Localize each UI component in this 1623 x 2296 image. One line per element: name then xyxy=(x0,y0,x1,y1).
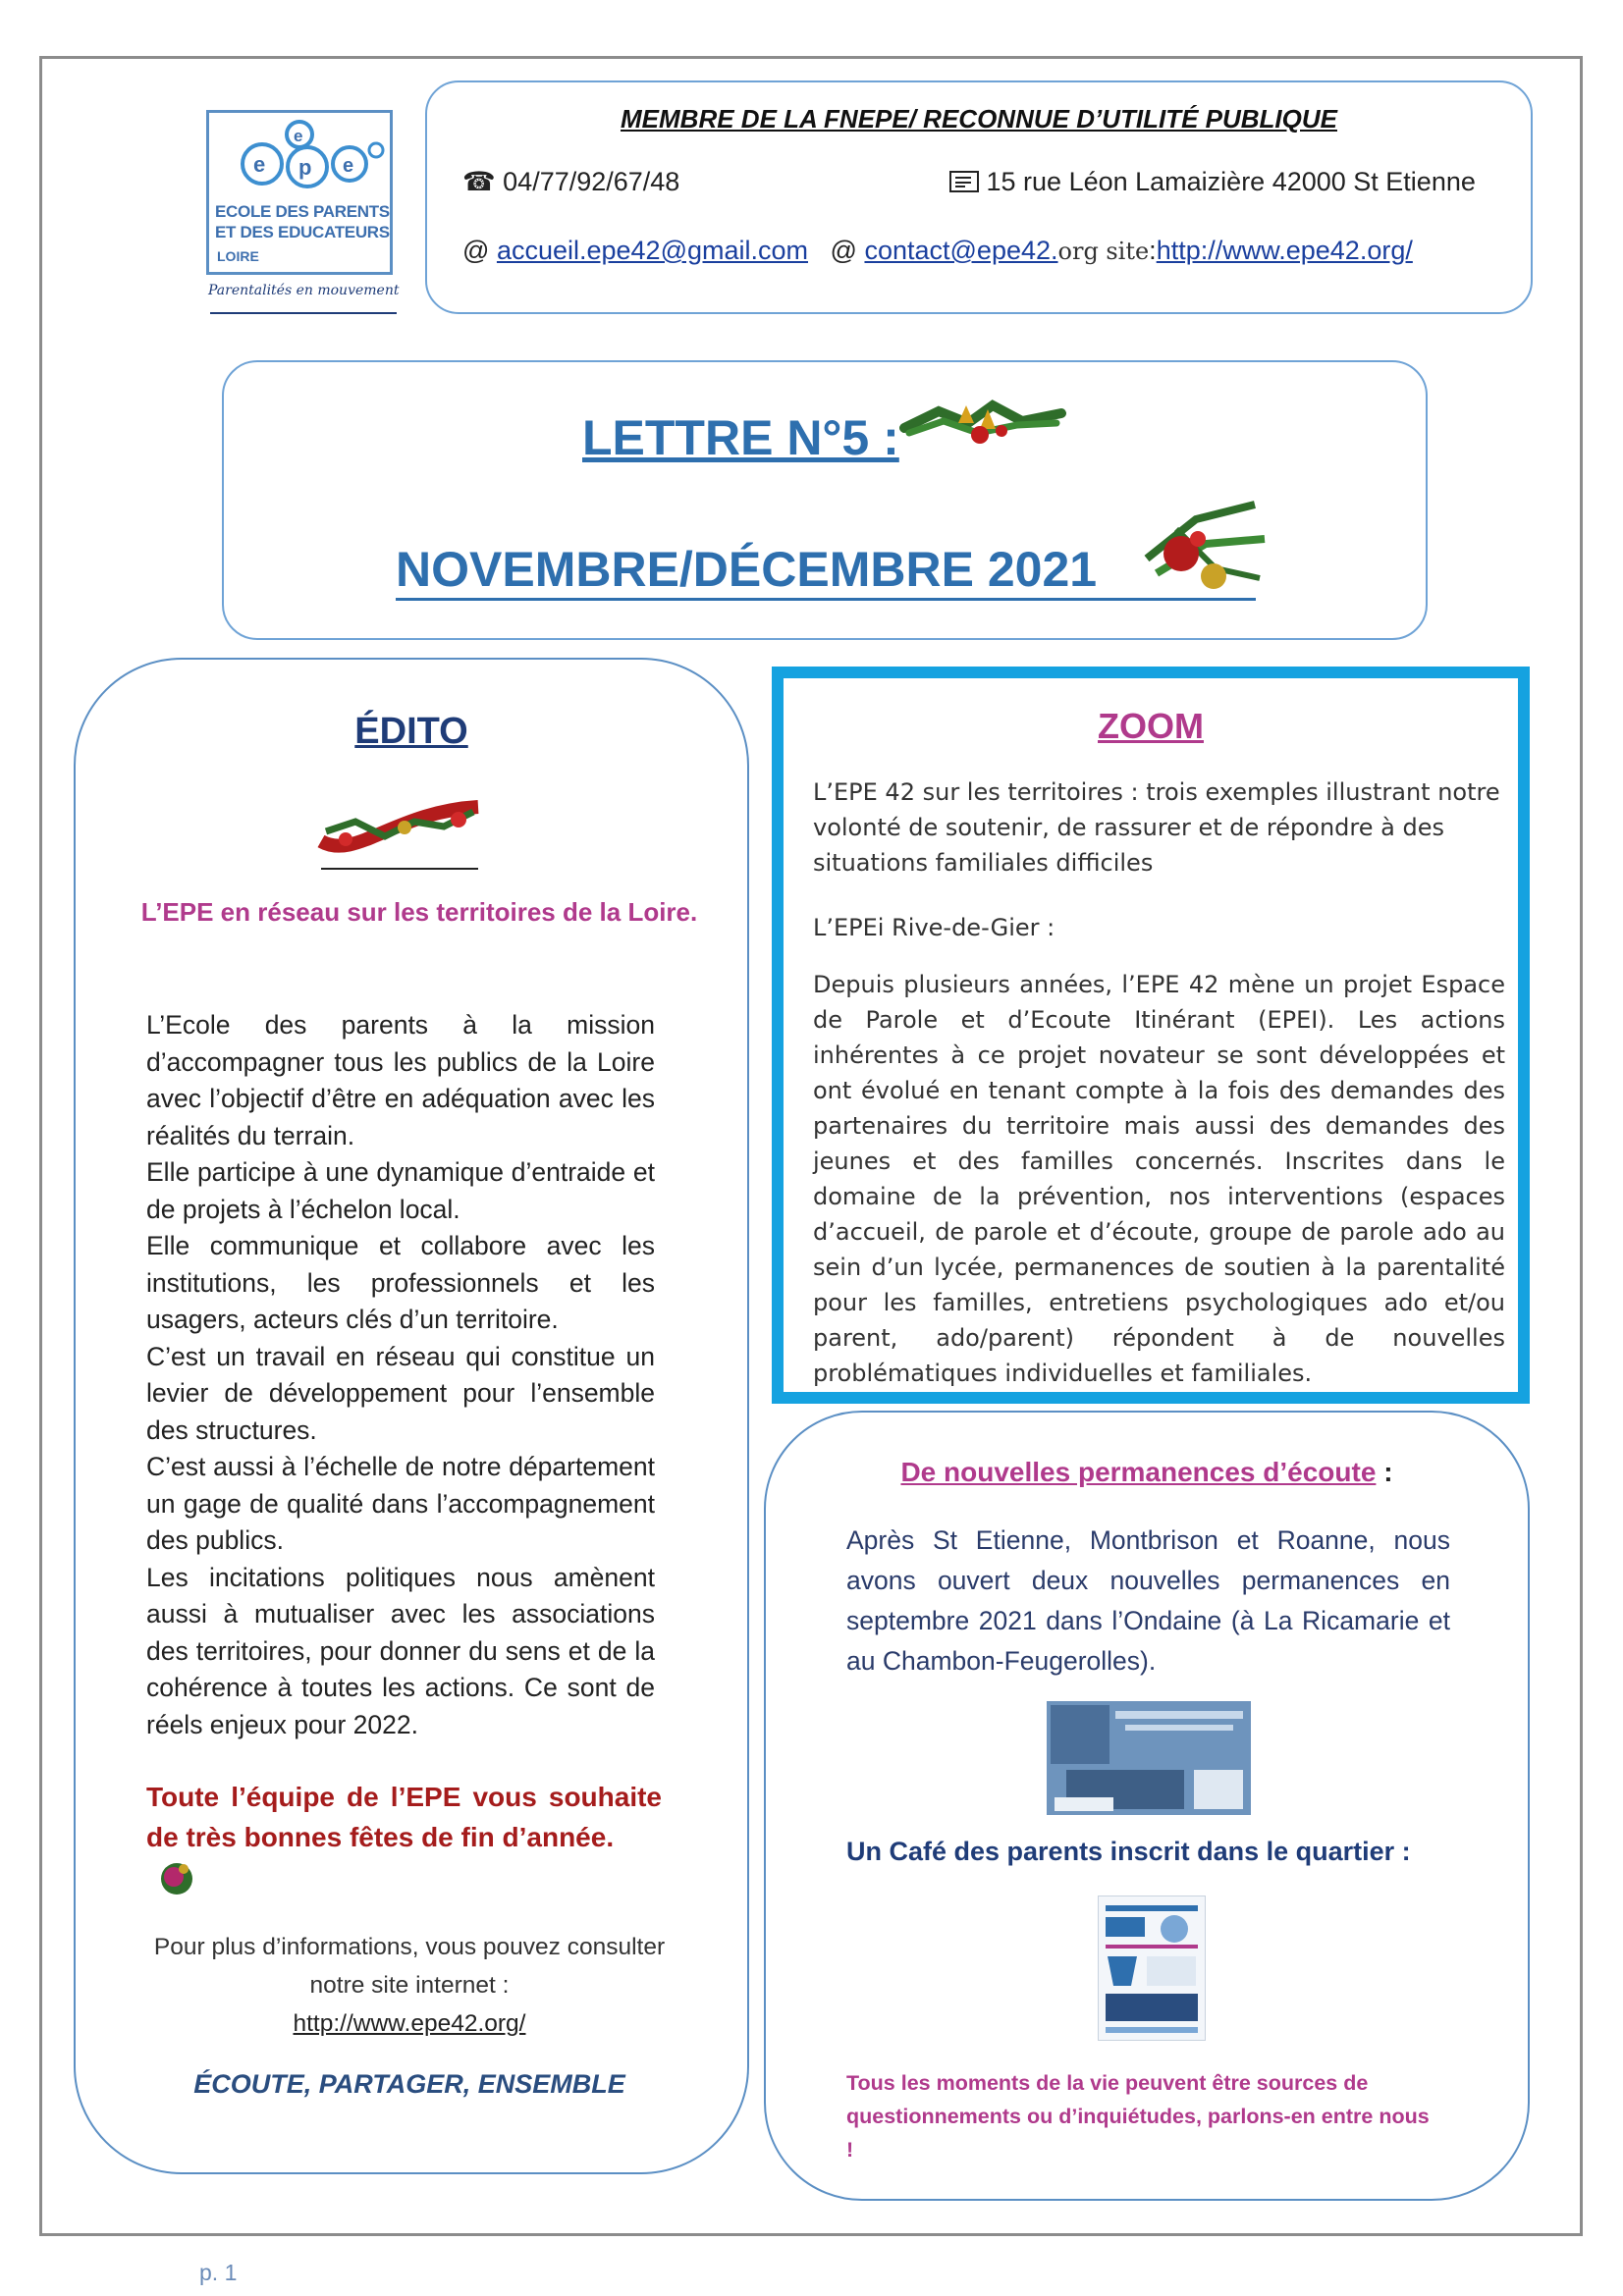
edito-body xyxy=(146,1007,655,1743)
epe-logo xyxy=(206,110,399,326)
edito-subtitle: L’EPE en réseau sur les territoires de la Loire. xyxy=(140,897,698,927)
christmas-bells-icon xyxy=(899,384,1066,462)
email-accueil-link[interactable]: accueil.epe42@gmail.com xyxy=(496,236,809,265)
permanences-footer: Tous les moments de la vie peuvent être sources de questionnements ou d’inquiétudes, parlons-en entre nous ! xyxy=(846,2071,1430,2162)
permanences-paragraph: Après St Etienne, Montbrison et Roanne, nous avons ouvert deux nouvelles permanences en septembre 2021 dans l’Ondaine (à La Ricamarie et au Chambon-Feugerolles). xyxy=(846,1525,1450,1676)
cafe-poster-image xyxy=(1098,1896,1206,2041)
envelope-icon xyxy=(949,171,979,192)
permanences-panel xyxy=(764,1411,1530,2201)
title-underline xyxy=(396,598,1256,601)
logo-name: ECOLE DES PARENTS ET DES EDUCATEURS xyxy=(215,202,390,241)
zoom-intro: L’EPE 42 sur les territoires : trois exemples illustrant notre volonté de soutenir, de rassurer et de répondre à des situations familiales difficiles xyxy=(813,778,1500,877)
page-number: p. 1 xyxy=(199,2260,238,2285)
edito-paragraph: Elle communique et collabore avec les institutions, les professionnels et les usagers, acteurs clés d’un territoire. xyxy=(146,1231,655,1334)
motto: ÉCOUTE, PARTAGER, ENSEMBLE xyxy=(193,2069,625,2099)
christmas-garland-icon xyxy=(316,792,483,871)
edito-paragraph: C’est aussi à l’échelle de notre département un gage de qualité dans l’accompagnement des publics. xyxy=(146,1452,655,1555)
phone-number: 04/77/92/67/48 xyxy=(503,167,680,196)
christmas-ornament-icon xyxy=(1137,500,1274,598)
more-info-text: Pour plus d’informations, vous pouvez consulter notre site internet : xyxy=(153,1934,666,1999)
logo-tagline: Parentalités en mouvement xyxy=(208,283,400,298)
phone-row xyxy=(462,167,679,197)
letter-period: NOVEMBRE/DÉCEMBRE 2021 xyxy=(396,542,1098,597)
more-info xyxy=(135,1928,684,2043)
more-info-link[interactable]: http://www.epe42.org/ xyxy=(293,2010,526,2037)
logo-bubbles-icon xyxy=(209,113,390,197)
site-separator: : xyxy=(1149,236,1157,265)
edito-heading: ÉDITO xyxy=(354,711,468,752)
svg-text:e: e xyxy=(294,127,303,145)
zoom-paragraph: Depuis plusieurs années, l’EPE 42 mène un projet Espace de Parole et d’Ecoute Itinérant (EPEI). Les actions inhérentes à ce projet novateur se sont développées et ont évolué en tenant compte à la fois des demandes des partenaires du territoire mais aussi des demandes des jeunes et des familles concernés. Inscrites dans le domaine de la prévention, nos interventions (espaces d’accueil, de parole et d’écoute, groupe de parole ado au sein d’un lycée, permanences de soutien à la parentalité pour les familles, entretiens psychologiques ado et/ou parent, ado/parent) répondent à de nouvelles problématiques individuelles et familiales. xyxy=(813,971,1505,1387)
logo-underline xyxy=(210,312,397,314)
edito-paragraph: Les incitations politiques nous amènent aussi à mutualiser avec les associations des territoires, pour donner du sens et de la cohérence à toutes les actions. Ce sont de réels enjeux pour 2022. xyxy=(146,1562,655,1739)
email-contact-link[interactable]: contact@epe42. xyxy=(864,236,1058,265)
at-icon: @ xyxy=(462,236,490,265)
at-icon: @ xyxy=(830,236,857,265)
edito-paragraph: L’Ecole des parents à la mission d’accompagner tous les publics de la Loire avec l’objectif d’être en adéquation avec les réalités du terrain. xyxy=(146,1010,655,1150)
zoom-subheading: L’EPEi Rive-de-Gier : xyxy=(813,914,1055,941)
newsletter-title-box xyxy=(222,360,1428,640)
holiday-wish: Toute l’équipe de l’EPE vous souhaite de très bonnes fêtes de fin d’année. xyxy=(146,1782,662,1852)
letter-number: LETTRE N°5 : xyxy=(582,410,899,465)
web-row xyxy=(462,236,1413,266)
svg-text:e: e xyxy=(343,155,354,177)
telephone-icon: ☎ xyxy=(462,167,496,196)
edito-paragraph: Elle participe à une dynamique d’entraide et de projets à l’échelon local. xyxy=(146,1157,655,1224)
contact-box xyxy=(425,80,1533,314)
website-link[interactable]: http://www.epe42.org/ xyxy=(1156,236,1413,265)
address-row xyxy=(949,167,1476,197)
zoom-box xyxy=(772,667,1530,1404)
christmas-wreath-icon xyxy=(152,1857,201,1901)
edito-paragraph: C’est un travail en réseau qui constitue un levier de développement pour l’ensemble des structures. xyxy=(146,1341,655,1445)
permanences-heading: De nouvelles permanences d’écoute : xyxy=(900,1457,1393,1487)
site-label: site xyxy=(1106,238,1150,265)
zoom-heading: ZOOM xyxy=(1098,706,1204,746)
email-suffix: org xyxy=(1057,238,1099,265)
logo-frame xyxy=(206,110,393,275)
permanence-flyer-image xyxy=(1047,1701,1251,1815)
svg-text:e: e xyxy=(253,152,266,177)
edito-panel xyxy=(74,658,749,2174)
svg-text:p: p xyxy=(298,155,312,180)
postal-address: 15 rue Léon Lamaizière 42000 St Etienne xyxy=(986,167,1476,196)
logo-region: LOIRE xyxy=(217,248,259,264)
membership-line: MEMBRE DE LA FNEPE/ RECONNUE D’UTILITÉ PUBLIQUE xyxy=(621,104,1337,133)
cafe-parents-heading: Un Café des parents inscrit dans le quartier : xyxy=(846,1837,1411,1866)
